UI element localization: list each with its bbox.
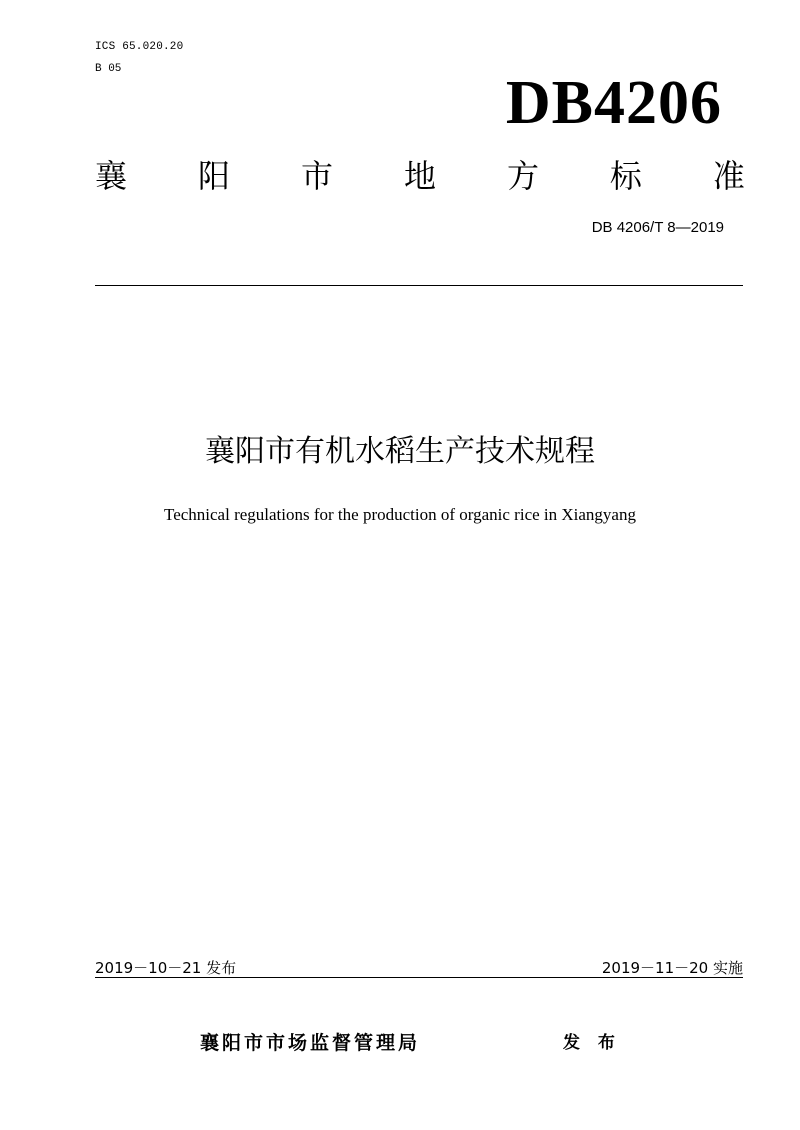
footer-divider <box>95 977 743 978</box>
standard-type-char: 准 <box>712 157 745 195</box>
header-divider <box>95 285 743 286</box>
standard-type-char: 方 <box>506 157 539 195</box>
standard-type-char: 地 <box>403 157 436 195</box>
standard-type <box>95 156 745 196</box>
standard-type-char: 阳 <box>197 157 230 195</box>
standard-code: DB4206 <box>505 69 722 137</box>
implementation-date: 2019－11－20 实施 <box>601 959 743 977</box>
standard-type-char: 襄 <box>95 157 128 195</box>
document-title-english: Technical regulations for the production of organic rice in Xiangyang <box>164 505 636 524</box>
issue-date: 2019－10－21 发布 <box>95 959 237 977</box>
ccs-code: B 05 <box>95 63 122 75</box>
standard-type-char: 市 <box>300 157 333 195</box>
standard-number: DB 4206/T 8—2019 <box>591 219 724 236</box>
ics-code: ICS 65.020.20 <box>95 41 184 53</box>
publish-label: 发 布 <box>563 1033 621 1053</box>
publisher-name: 襄阳市市场监督管理局 <box>200 1032 421 1054</box>
standard-type-char: 标 <box>609 157 642 195</box>
document-title-chinese: 襄阳市有机水稻生产技术规程 <box>205 434 595 469</box>
